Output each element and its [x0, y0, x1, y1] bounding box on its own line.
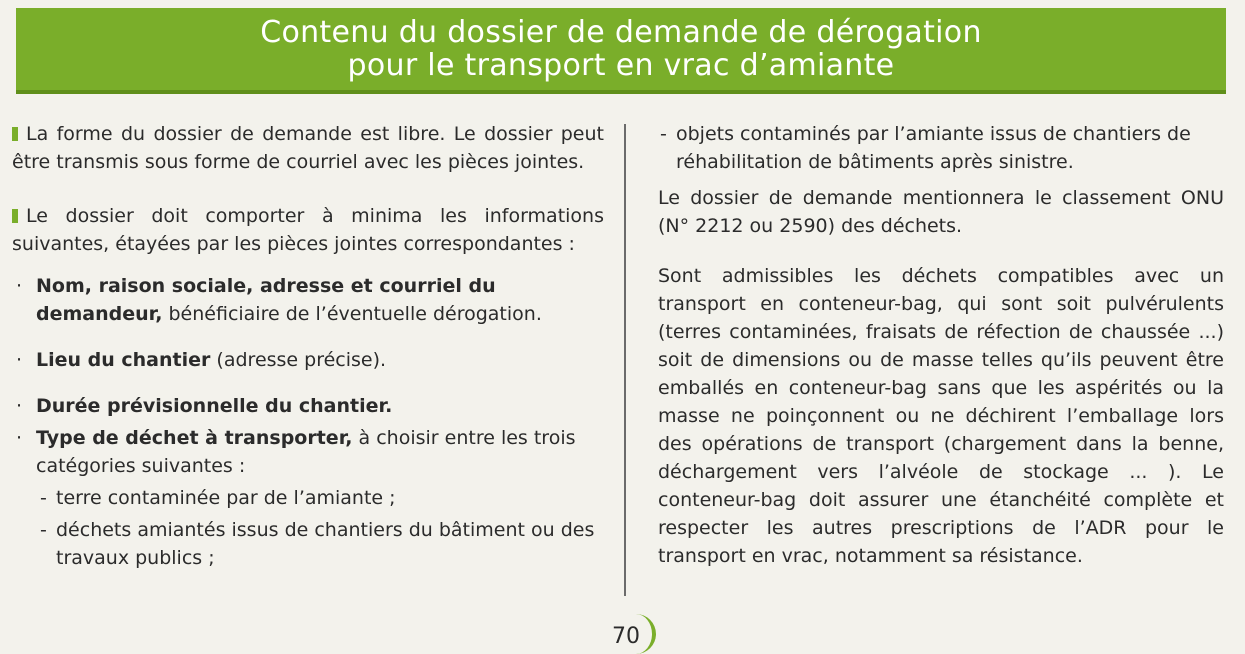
list-item-rest: bénéficiaire de l’éventuelle dérogation.: [162, 303, 542, 325]
square-bullet-icon: [12, 209, 18, 223]
sub-list-item: [658, 120, 1224, 176]
dot-bullet-icon: ·: [16, 395, 23, 417]
list-item-rest: (adresse précise).: [210, 349, 387, 371]
list-item: [12, 346, 604, 374]
paragraph-requirements: [12, 202, 604, 258]
dot-bullet-icon: ·: [16, 427, 23, 449]
dash-bullet: -: [40, 487, 47, 509]
left-column: [12, 120, 604, 576]
dash-bullet: -: [40, 519, 47, 541]
paragraph-requirements-text: Le dossier doit comporter à minima les informations suivantes, étayées par les pièces jointes correspondantes :: [12, 205, 604, 255]
title-banner: [16, 8, 1226, 94]
title-line-2: pour le transport en vrac d’amiante: [347, 48, 895, 83]
sub-list-item-text: déchets amiantés issus de chantiers du bâtiment ou des travaux publics ;: [56, 519, 595, 569]
sub-list-item-text: terre contaminée par de l’amiante ;: [56, 487, 396, 509]
paragraph-admissible-waste: Sont admissibles les déchets compatibles avec un transport en conteneur-bag, qui sont soit pulvérulents (terres contaminées, fraisats de réfection de chaussée ...) soit de dimensions ou de masse telles qu’ils peuvent être emballés en conteneur-bag sans que les aspérités ou la masse ne poinçonnent ou ne déchirent l’emballage lors des opérations de transport (chargement dans la benne, déchargement vers l’alvéole de stockage ... ). Le conteneur-bag doit assurer une étanchéité complète et respecter les autres prescriptions de l’ADR pour le transport en vrac, notamment sa résistance.: [658, 265, 1224, 567]
title-line-1: Contenu du dossier de demande de dérogation: [260, 15, 982, 50]
list-item-rest: à choisir entre les trois catégories suivantes :: [36, 427, 576, 477]
list-item: [12, 424, 604, 480]
right-column: [658, 120, 1224, 592]
sub-list-item-text: objets contaminés par l’amiante issus de chantiers de réhabilitation de bâtiments après sinistre.: [676, 123, 1191, 173]
list-item: [12, 392, 604, 420]
list-item: [12, 272, 604, 328]
sub-list-item: [12, 516, 604, 572]
list-item-bold: Type de déchet à transporter,: [36, 427, 353, 449]
sub-list-item: [12, 484, 604, 512]
paragraph-form-text: La forme du dossier de demande est libre. Le dossier peut être transmis sous forme de courriel avec les pièces jointes.: [12, 123, 604, 173]
column-divider: [624, 124, 626, 596]
paragraph-onu-classification: Le dossier de demande mentionnera le classement ONU (N° 2212 ou 2590) des déchets.: [658, 187, 1224, 237]
list-item-bold: Nom, raison sociale, adresse et courriel du demandeur,: [36, 275, 496, 325]
square-bullet-icon: [12, 127, 18, 141]
page-number-arc-icon: [630, 614, 656, 654]
dot-bullet-icon: ·: [16, 349, 23, 371]
dot-bullet-icon: ·: [16, 275, 23, 297]
list-item-bold: Lieu du chantier: [36, 349, 211, 371]
dash-bullet: -: [660, 123, 667, 145]
paragraph-form: [12, 120, 604, 176]
page-title: [16, 16, 1226, 82]
page-number: 70: [612, 624, 640, 649]
list-item-bold: Durée prévisionnelle du chantier.: [36, 395, 393, 417]
